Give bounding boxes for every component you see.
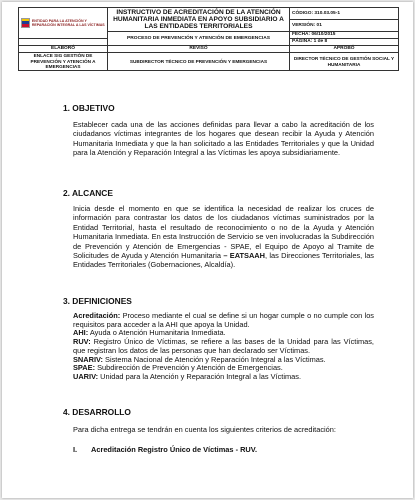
logo-cell-bottom	[19, 38, 108, 45]
alcance-text-b: – EATSAAH	[223, 251, 265, 261]
document-page	[2, 2, 413, 498]
process-subtitle: PROCESO DE PREVENCIÓN Y ATENCIÓN DE EMERGENCIAS	[108, 31, 290, 45]
reviso-header: REVISÓ	[108, 45, 290, 52]
criterio-item	[73, 445, 257, 454]
definition-desc: Ayuda o Atención Humanitaria Inmediata.	[88, 328, 226, 338]
alcance-text-c: , las Direcciones Territoriales, las Entidades Territoriales (Gobernaciones, Alcaldía).	[73, 251, 375, 270]
definition-desc: Sistema Nacional de Atención y Reparación Integral a las Víctimas.	[102, 354, 326, 364]
definition-term: SNARIV:	[73, 354, 103, 364]
section-title-objetivo: 1. OBJETIVO	[63, 103, 115, 113]
section-title-alcance: 2. ALCANCE	[63, 188, 113, 198]
entity-logo	[21, 18, 105, 28]
pagina-value: PÁGINA: 1 de 8	[290, 38, 399, 45]
definition-desc: Registro Único de Víctimas, se refiere a las bases de la Unidad para las Víctimas, que registran los datos de las personas que han declarado ser Víctimas.	[73, 337, 374, 355]
aprobo-header: APROBÓ	[290, 45, 399, 52]
definition-desc: Subdirección de Prevención y Atención de Emergencias.	[95, 363, 283, 373]
definition-term: UARIV:	[73, 371, 99, 381]
definition-term: Acreditación:	[73, 311, 121, 320]
fecha-value: FECHA: 06/10/2015	[290, 31, 399, 38]
reviso-value: SUBDIRECTOR TÉCNICO DE PREVENCIÓN Y EMERGENCIAS	[108, 52, 290, 71]
elaboro-header: ELABORÓ	[19, 45, 108, 52]
definition-term: RUV:	[73, 337, 91, 347]
flag-icon	[21, 18, 30, 28]
definition-item	[73, 338, 374, 355]
section-title-desarrollo: 4. DESARROLLO	[63, 407, 131, 417]
definition-desc: Unidad para la Atención y Reparación Integral a las Víctimas.	[98, 371, 302, 381]
alcance-text-a: Inicia desde el momento en que se identifica la necesidad de realizar los cruces de información para contrastar los datos de los ciudadanos víctimas suministrados por la Entidad Territorial, hasta el resultado de reconocimiento o no de la Ayuda y Atención Humanitaria Inmediata. En esta Instrucción de Servicio se ven involucradas la Subdirección de Prevención y Atención de Emergencias - SPAE, el Equipo de Apoyo al Tramite de Solicitudes de Ayuda y Atención Humanitaria	[73, 204, 374, 261]
definition-item	[73, 312, 374, 329]
definition-item	[73, 373, 374, 382]
definition-term: AHI:	[73, 328, 89, 338]
criterio-number: I.	[73, 445, 78, 454]
codigo-value: CÓDIGO: 310.03.05-1	[290, 8, 399, 20]
desarrollo-text: Para dicha entrega se tendrán en cuenta los siguientes criterios de acreditación:	[73, 425, 336, 434]
elaboro-value: ENLACE SIG GESTIÓN DE PREVENCIÓN Y ATENCIÓN A EMERGENCIAS	[19, 52, 108, 71]
definition-desc: Proceso mediante el cual se define si un hogar cumple o no cumple con los requisitos para acceder a la AHI que apoya la Unidad.	[73, 311, 374, 329]
objetivo-text: Establecer cada una de las acciones definidas para llevar a cabo la acreditación de los ciudadanos víctimas integrantes de los hogares que desean recibir la Ayuda y Atención Humanitaria Inmediata y que la han solicitado a las Entidades Territoriales y que la Unidad para la Atención y Reparación Integral a las Víctimas les apoya subsidiariamente.	[73, 120, 374, 158]
definition-term: SPAE:	[73, 363, 96, 373]
document-header-table	[18, 7, 399, 71]
aprobo-value: DIRECTOR TÉCNICO DE GESTIÓN SOCIAL Y HUMANITARIA	[290, 52, 399, 71]
logo-text: ENTIDAD PARA LA ATENCIÓN Y REPARACIÓN INTEGRAL A LAS VÍCTIMAS	[31, 18, 105, 27]
logo-cell	[19, 8, 108, 39]
version-value: VERSIÓN: 01	[290, 19, 399, 31]
document-title: INSTRUCTIVO DE ACREDITACIÓN DE LA ATENCIÓN HUMANITARIA INMEDIATA EN APOYO SUBSIDIARIO A LAS ENTIDADES TERRITORIALES	[108, 8, 290, 32]
criterio-text: Acreditación Registro Único de Víctimas - RUV.	[91, 445, 258, 454]
alcance-text	[73, 204, 374, 270]
section-title-definiciones: 3. DEFINICIONES	[63, 296, 132, 306]
definitions-list	[73, 312, 374, 382]
